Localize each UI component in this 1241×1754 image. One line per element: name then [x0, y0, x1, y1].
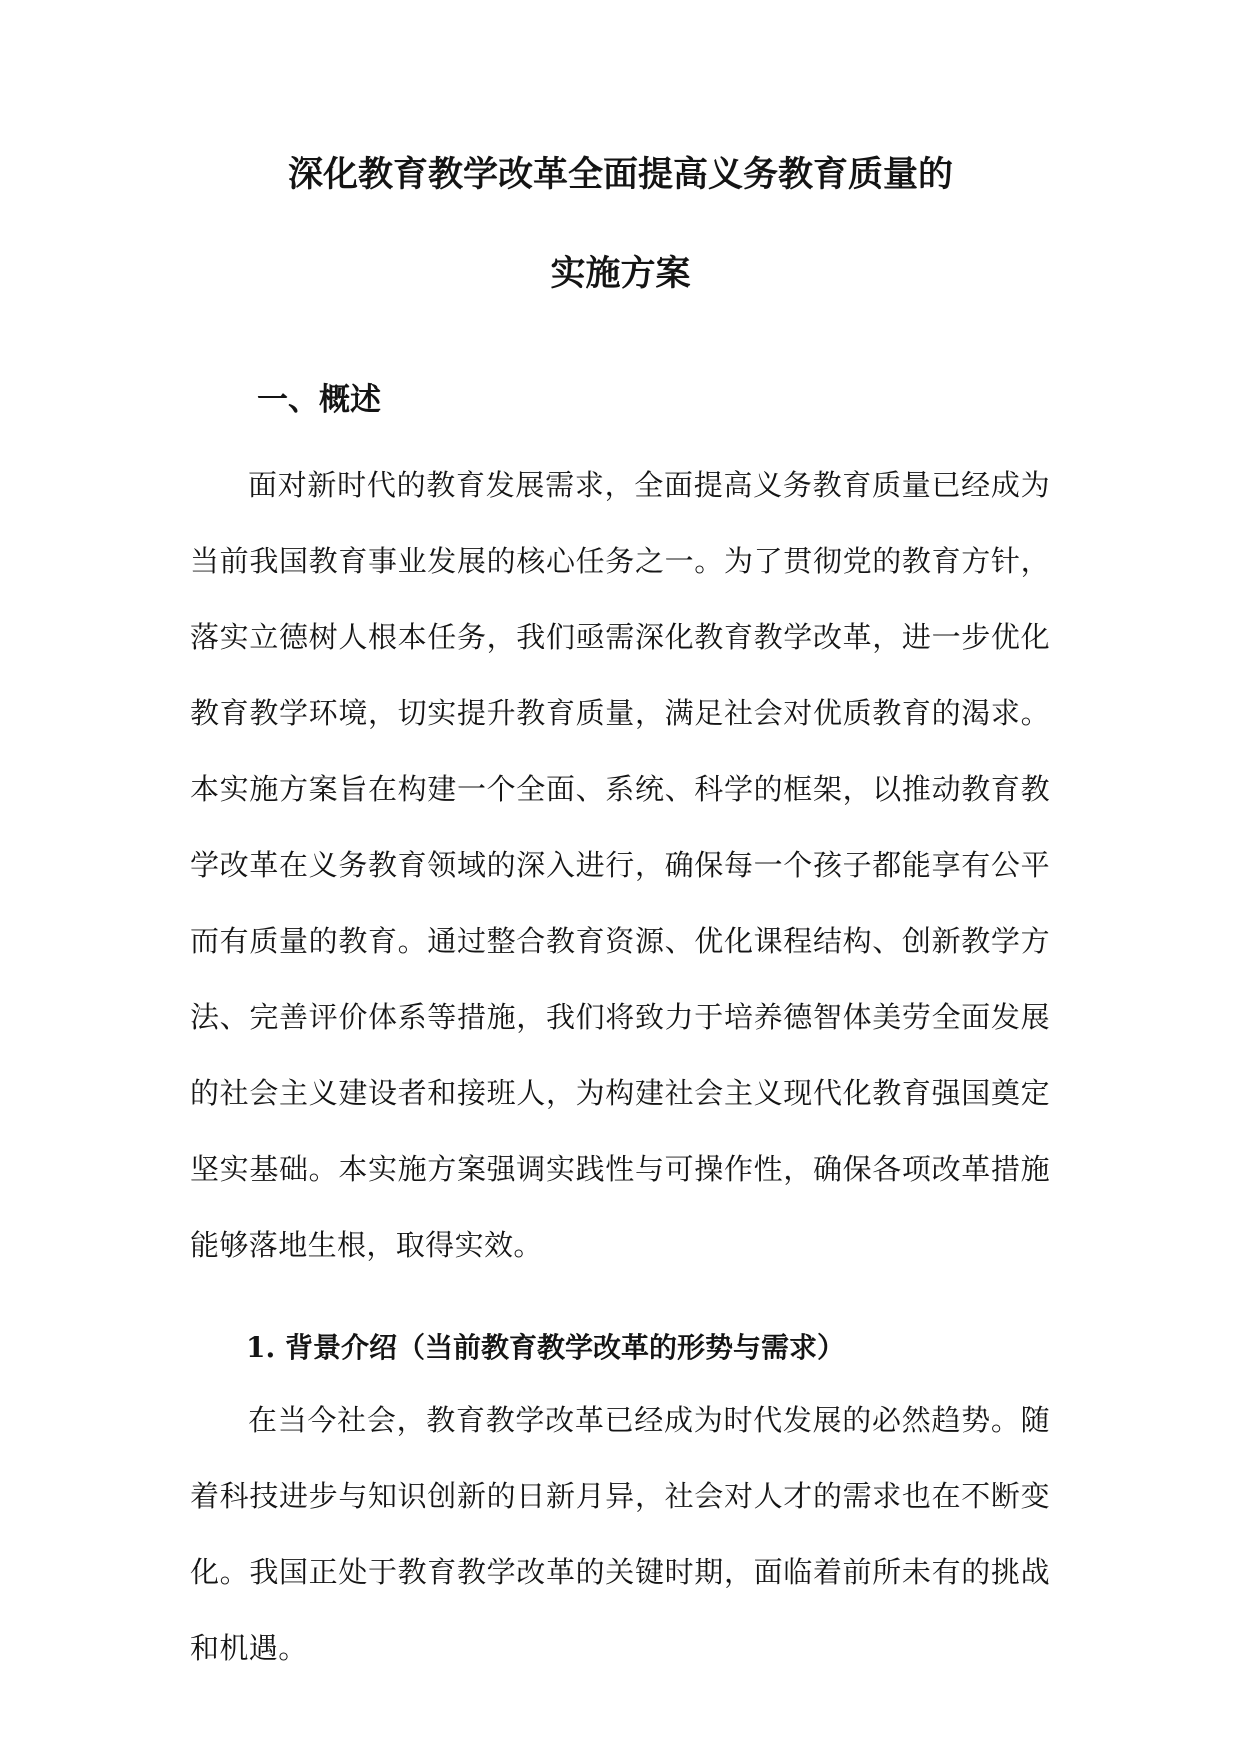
overview-paragraph: 面对新时代的教育发展需求，全面提高义务教育质量已经成为当前我国教育事业发展的核心任务之一。为了贯彻党的教育方针，落实立德树人根本任务，我们亟需深化教育教学改革，进一步优化教育教学环境，切实提升教育质量，满足社会对优质教育的渴求。本实施方案旨在构建一个全面、系统、科学的框架，以推动教育教学改革在义务教育领域的深入进行，确保每一个孩子都能享有公平而有质量的教育。通过整合教育资源、优化课程结构、创新教学方法、完善评价体系等措施，我们将致力于培养德智体美劳全面发展的社会主义建设者和接班人，为构建社会主义现代化教育强国奠定坚实基础。本实施方案强调实践性与可操作性，确保各项改革措施能够落地生根，取得实效。	[190, 468, 1050, 1262]
background-paragraph: 在当今社会，教育教学改革已经成为时代发展的必然趋势。随着科技进步与知识创新的日新月异，社会对人才的需求也在不断变化。我国正处于教育教学改革的关键时期，面临着前所未有的挑战和机遇。	[190, 1403, 1050, 1665]
document-title-line-1: 深化教育教学改革全面提高义务教育质量的	[287, 154, 953, 195]
subsection-heading-background: 1. 背景介绍（当前教育教学改革的形势与需求）	[246, 1331, 845, 1364]
section-heading-overview: 一、概述	[257, 382, 381, 418]
document-title-line-2: 实施方案	[550, 253, 691, 294]
